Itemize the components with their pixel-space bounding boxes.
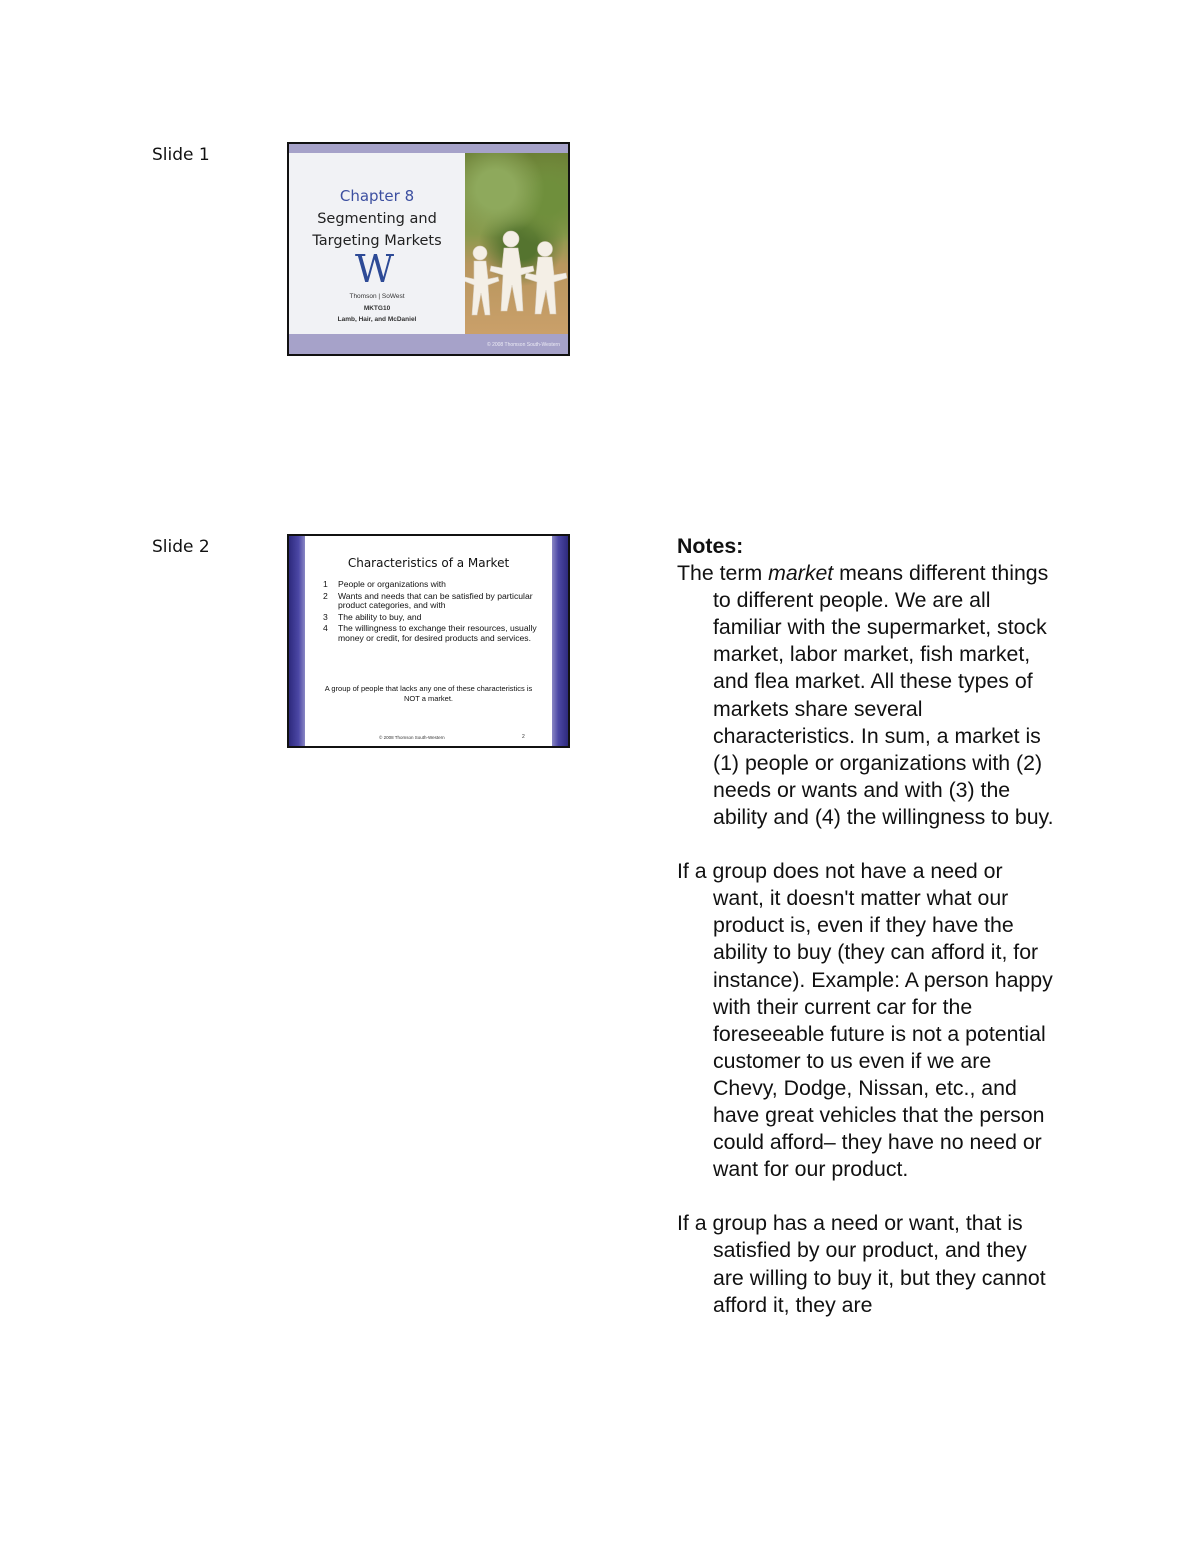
slide-callout: A group of people that lacks any one of these characteristics is NOT a market. xyxy=(324,684,533,703)
course-code: MKTG10 xyxy=(363,305,391,312)
subtitle-line-2: Targeting Markets xyxy=(312,233,442,249)
authors: Lamb, Hair, and McDaniel xyxy=(337,316,417,323)
list-item: 1 People or organizations with xyxy=(323,579,446,589)
publisher-text: Thomson | SoWest xyxy=(349,293,405,300)
notes-heading: Notes: xyxy=(677,534,744,558)
publisher-logo: W xyxy=(355,247,395,291)
slide-title: Chapter 8 xyxy=(339,187,415,205)
slide-title: Characteristics of a Market xyxy=(347,556,510,570)
notes-paragraph-3: If a group has a need or want, that is satisfied by our product, and they are willing to buy it, but they cannot afford it, they are xyxy=(677,1211,1046,1317)
slide-2-thumbnail[interactable] xyxy=(287,534,570,748)
notes-paragraph-1: The term market means different things to different people. We are all familiar with the supermarket, stock market, labor market, fish market, and flea market. All these types of markets share several characteristics. In sum, a market is (1) people or organizations with (2) needs or wants and with (3) the ability and (4) the willingness to buy. xyxy=(677,561,1054,829)
characteristics-list xyxy=(323,580,548,645)
slide-footer: © 2008 Thomson South-Western xyxy=(379,735,445,740)
list-item: 4 The willingness to exchange their resources, usually money or credit, for desired products and services. xyxy=(323,623,537,643)
list-item: 2 Wants and needs that can be satisfied by particular product categories, and with xyxy=(323,590,533,610)
slide-footer: © 2008 Thomson South-Western xyxy=(487,342,560,348)
slide-1-label: Slide 1 xyxy=(152,145,210,165)
slide-2-label: Slide 2 xyxy=(152,537,210,557)
slide-top-bar xyxy=(289,144,568,153)
notes-paragraph-2: If a group does not have a need or want, it doesn't matter what our product is, even if they have the ability to buy (they can afford it, for instance). Example: A person happy with their current car for the foreseeable future is not a potential customer to us even if we are Chevy, Dodge, Nissan, etc., and have great vehicles that the person could afford– they have no need or want for our product. xyxy=(677,859,1053,1182)
paper-people-icon xyxy=(465,153,570,334)
slide-1-thumbnail[interactable] xyxy=(287,142,570,356)
slide-page-number: 2 xyxy=(522,734,525,740)
subtitle-line-1: Segmenting and xyxy=(317,211,437,227)
slide-subtitle xyxy=(289,208,465,252)
speaker-notes xyxy=(677,533,1057,1319)
paper-people-photo xyxy=(465,153,568,334)
list-item: 3 The ability to buy, and xyxy=(323,611,422,622)
